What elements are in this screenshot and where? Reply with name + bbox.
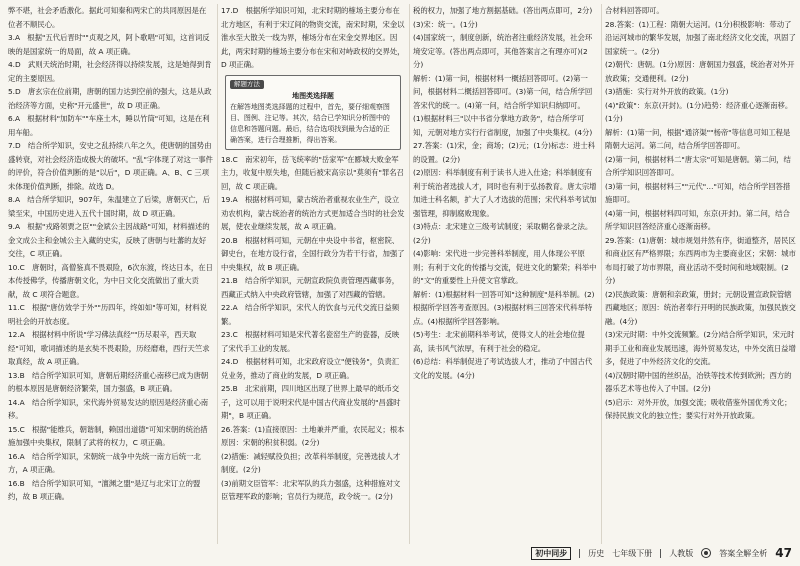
answer-paragraph: (3)宋：统一。(1分) [413,19,478,29]
page-number: 47 [775,546,792,560]
answer-paragraph: (1)根据材料三"以中书省分掌地方政务"，结合所学可知，元朝对地方实行行省制度，加强了中央集权。(4分) [413,114,593,137]
answer-paragraph: 12.A 根据材料中所说"学习佛法真经""历尽艰辛，西天取经"可知，歌词描述的是玄奘不畏艰险，历经磨难，西行天竺求取真经，故 A 项正确。 [8,330,210,366]
answer-paragraph: 23.C 根据材料可知是宋代著名瓷窑生产的瓷器，反映了宋代手工业的发展。 [221,330,400,353]
answer-paragraph: 11.C 根据"唐仿效学于外""历四年，终如如"等可知，材料说明社会的开放态度。 [8,303,207,326]
brand-label: 初中同步 [531,547,571,560]
answer-paragraph: 25.B 北宋前期，四川地区出现了世界上最早的纸币交子，这可以用于说明宋代是中国古代商业发展的"昌盛时期"，B 项正确。 [221,384,401,420]
answer-paragraph: (4)影响：宋代进一步完善科举制度，用人体现公平原则；有利于文化的传播与交流，促进文化的繁荣；科举中的"文"的重要性上升使文官掌政。 [413,249,597,285]
answer-paragraph: 28.答案：(1)工程：隋朝大运河。(1分)积极影响：带动了沿运河城市的繁华发展，加强了南北经济文化交流，巩固了国家统一。(2分) [605,19,796,56]
answer-paragraph: 26.答案：(1)直接原因：土地兼并严重，农民起义；根本原因：宋朝的积贫积弱。(2分) [221,424,405,447]
answer-paragraph: (2)第一问，根据材料二"唐太宗"可知是唐朝。第二问，结合所学知识回答即可。 [605,154,791,177]
column-4 [601,4,796,544]
logo-icon [701,548,711,558]
answer-paragraph: 15.C 根据"能维兵，朝谐制，赖国出道德"可知宋朝的统治措施加强中央集权，限制了武将的权力，C 项正确。 [8,424,208,447]
answer-paragraph: (4)第一问，根据材料四可知，东京(开封)。第二问，结合所学知识回答经济重心逐渐南移。 [605,208,790,231]
answer-paragraph: 19.A 根据材料可知，蒙古统治者重视农业生产，设立劝农机构，蒙古统治者的统治方式更加适合当时的社会发展，使农业继续发展，故 A 项正确。 [221,195,405,231]
footer-divider [579,549,580,558]
answer-paragraph: 22.A 结合所学知识，宋代人的饮食与元代交流日益频繁。 [221,303,400,326]
answer-paragraph: (4)"政策"：东京(开封)。(1分)趋势：经济重心逐渐南移。(1分) [605,100,793,123]
answer-paragraph: 27.答案：(1)宋，金；商场；(2)元；(1分)标志：进士科的设置。(2分) [413,141,596,164]
answer-paragraph: 13.B 结合所学知识可知，唐朝后期经济重心南移已成为唐朝的根本原因是唐朝经济繁荣，国力强盛，B 项正确。 [8,370,209,393]
answer-paragraph: 4.D 武则天统治时期，社会经济得以持续发展，这是她得到肯定的主要原因。 [8,60,212,83]
answer-paragraph: (2)朝代：唐朝。(1分)原因：唐朝国力强盛，统治者对外开放政策；交通便利。(2分) [605,60,795,83]
answer-paragraph: 29.答案：(1)唐朝：城市规划井然有序，街道整齐，居民区和商业区有严格界限；东西两市为主要商业区；宋朝：城市布局打破了坊市界限，商业活动不受时间和地域限制。(2分) [605,235,796,285]
answer-paragraph: 5.D 唐玄宗在位前期，唐朝的国力达到空前的强大，这是从政治经济等方面，史称"开元盛世"，故 D 项正确。 [8,87,212,110]
answer-paragraph: 合材料回答即可。 [605,6,664,15]
answer-paragraph: (3)第一问，根据材料三""元代"…"可知，结合所学回答措施即可。 [605,181,791,204]
answer-paragraph: (2)民族政策：唐朝和亲政策，册封；元朝设置宣政院管辖西藏地区；原因：统治者奉行开明的民族政策，加强民族交融。(4分) [605,289,796,326]
text-columns [8,4,796,544]
column-3 [409,4,597,544]
answer-paragraph: (4)汉朝时期中国的丝织品，冶铁等技术传到欧洲；西方的器乐艺术等也传入了中国。(2分) [605,370,792,393]
answer-paragraph: 7.D 结合所学知识，安史之乱持续八年之久，使唐朝的国势由盛转衰，对社会经济造成极大的破坏。"乱"字体现了对这一事件的评价，符合价值判断的是"以后"，D 项正确。A、B、C 三项未体现价值判断，排除。故选 D。 [8,141,213,191]
answer-paragraph: (3)特点：北宋建立三级考试制度；采取糊名誊录之法。(2分) [413,222,593,245]
tip-box-tag: 解题方法 [230,80,264,89]
answer-paragraph: (2)措施：减轻赋役负担；改革科举制度，完善选拔人才制度。(2分) [221,451,401,474]
answer-paragraph: (3)前期文臣管军：北宋军队的兵力强盛，这种措施对文臣管理军政的影响；官员行为规范，政令统一。(2分) [221,478,401,501]
answer-paragraph: 弊不堪，社会矛盾激化。据此可知秦和两宋亡的共同原因是在位者不顺民心。 [8,6,207,29]
answer-paragraph: 24.D 根据材料可知，北宋政府设立"便钱务"，负责汇兑业务，推动了商业的发展，D 项正确。 [221,357,400,380]
answer-paragraph: (5)启示：对外开放，加强交流；吸收借鉴外国优秀文化；保持民族文化的独立性；要实行对外开放政策。 [605,397,792,420]
answer-paragraph: 14.A 结合所学知识，宋代海外贸易发达的原因是经济重心南移。 [8,397,209,420]
answer-paragraph: 税的权力，加强了地方割据基础。(答出两点即可，2分) [413,6,593,15]
answer-paragraph: 8.A 结合所学知识，907年，朱温建立了后梁，唐朝灭亡，后梁至宋，中国历史进入五代十国时期，故 D 项正确。 [8,195,211,218]
footer-divider [660,549,661,558]
answer-paragraph: (5)考生：北宋前期科举考试，使得文人的社会地位提高，读书风气浓厚，有利于社会的稳定。 [413,330,585,353]
tip-box-title: 地图类选择题 [292,91,334,100]
answer-paragraph: 16.A 结合所学知识，宋朝统一战争中先统一南方后统一北方，A 项正确。 [8,451,201,474]
answer-paragraph: 21.B 结合所学知识，元朝宣政院负责管理西藏事务，西藏正式纳入中央政府管辖，加强了对西藏的管辖。 [221,276,400,299]
answer-paragraph: 18.C 南宋初年，岳飞统率的"岳家军"在郾城大败金军主力，收复中原失地，但随后被宋高宗以"莫须有"罪名召回，故 C 项正确。 [221,154,404,191]
answer-paragraph: (4)国家统一，制度创新，统治者注重经济发展，社会环境安定等。(答出两点即可，其他答案言之有理亦可)(2分) [413,33,593,69]
answer-paragraph: 3.A 根据"五代后晋时""贞观之风，阿卜歌唱"可知，这首词反映的是国家统一的局面，故 A 项正确。 [8,33,210,56]
answer-paragraph: 解析：(1)第一问，根据"通济渠""杨帝"等信息可知工程是隋朝大运河。第二问，结合所学回答即可。 [605,127,791,150]
subject-label: 历史 [588,548,605,558]
answer-paragraph: 20.B 根据材料可知，元朝在中央设中书省，枢密院、御史台，在地方设行省，全国行政分为若干行省，加强了中央集权，故 B 项正确。 [221,235,405,272]
edition-label: 人教版 [669,548,694,558]
answer-paragraph: (3)措施：实行对外开放的政策。(1分) [605,87,729,96]
answer-paragraph: (3)宋元时期：中外交流频繁。(2分)结合所学知识，宋元时期手工业和商业发展迅速，海外贸易发达，中外交流日益增多，促进了中外经济文化的交流。 [605,330,796,366]
column-2 [217,4,405,544]
answer-paragraph: 9.A 根据"戎路领贾之臣""金斌公主因战路"可知，材料描述的金文成公主和金城公主入藏的史实，反映了唐朝与吐蕃的友好交往，C 项正确。 [8,222,210,258]
grade-label: 七年级下册 [612,548,653,558]
section-label: 答案全解全析 [719,548,768,558]
answer-paragraph: (6)总结：科举制促进了考试选拔人才，推动了中国古代文化的发展。(4分) [413,357,593,380]
answer-paragraph: 10.C 唐朝时，高僧鉴真不畏艰险，6次东渡，终达日本，在日本传授佛学，传播唐朝文化，为中日文化交流做出了重大贡献，故 C 项符合题意。 [8,262,213,299]
column-1 [8,4,213,544]
tip-box-text: 在解答地图类选择题的过程中，首先，要仔细观察图目、图例、注记等。其次，结合已学知识分析图中的信息和答题问题。最后，结合选项找到最为合适的正确答案，进行合理推断，得出答案。 [230,102,390,144]
page-footer [0,546,792,560]
answer-paragraph: 解析：(1)根据材料一回答可知"这种制度"是科举制。(2)根据所学回答考查原因。(3)根据材料三回答宋代科举特点。(4)根据所学回答影响。 [413,289,595,326]
tip-box [225,75,401,150]
answer-paragraph: (2)原因：科举制度有利于读书人进入仕途；科举制度有利于统治者选拔人才，同时也有利于弘扬教育。唐太宗增加进士科名额，扩大了人才选拔的范围；宋代科举考试加强管理，抑制腐败现象。 [413,168,597,218]
answer-paragraph: 17.D 根据所学知识可知，北宋时期的榷场主要分布在北方地区，有利于宋辽间的物资交流，南宋时期，宋金以淮水至大散关一线为界，榷场分布在宋金交界地区。因此，两宋时期的榷场主要分布在宋和对峙政权的交界处，D 项正确。 [221,6,405,69]
answer-paragraph: 16.B 结合所学知识可知，"澶渊之盟"是辽与北宋订立的盟约，故 B 项正确。 [8,478,201,501]
answer-paragraph: 解析：(1)第一问，根据材料一概括回答即可。(2)第一问，根据材料二概括回答即可。(3)第一问，结合所学回答宋代的统一。(4)第一问，结合所学知识归纳即可。 [413,73,593,110]
answer-paragraph: 6.A 根据材料"加防车""车座土木，睡以竹筒"可知，这是在利用车船。 [8,114,210,137]
